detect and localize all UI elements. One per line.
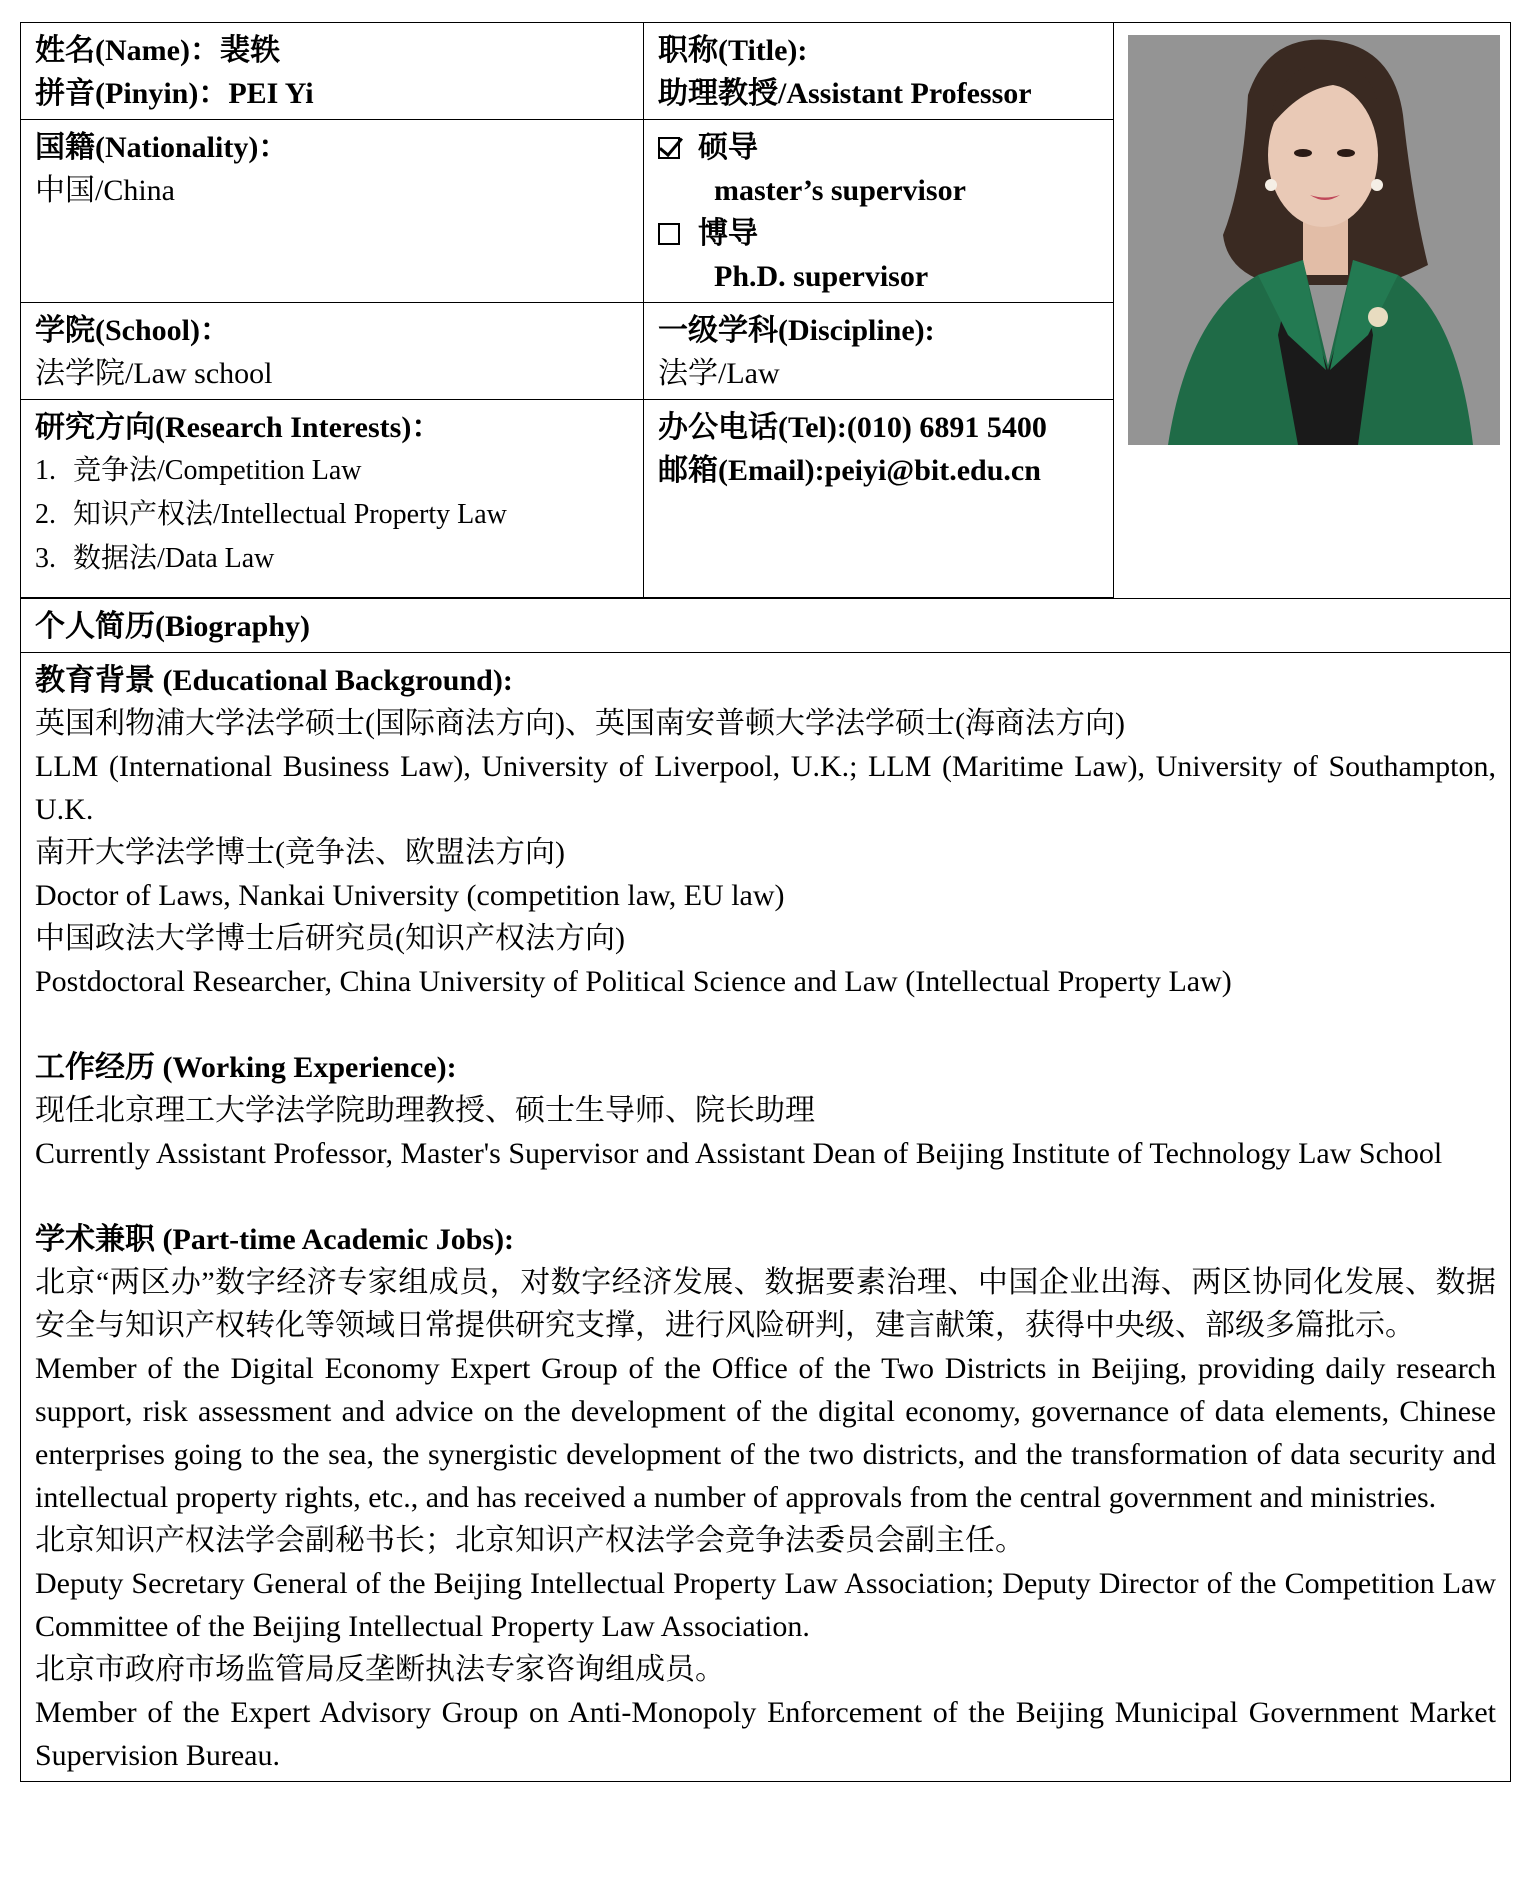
biography-header: 个人简历(Biography) [35,610,311,643]
phd-supervisor-en: Ph.D. supervisor [714,260,929,293]
profile-table [20,22,1511,1782]
parttime-line: 北京市政府市场监管局反垄断执法专家咨询组成员。 [35,1653,725,1686]
education-line: LLM (International Business Law), University of Liverpool, U.K.; LLM (Maritime Law), University of Southampton, U.K. [35,750,1496,826]
biography-header-cell [21,599,1511,653]
list-item: 1. 竞争法/Competition Law [35,455,362,486]
biography-body [21,653,1511,1782]
checked-checkbox-icon[interactable] [658,137,680,159]
research-list [35,449,629,581]
name-cell [21,23,644,120]
section-spacer [35,1003,1496,1046]
discipline-cell [644,303,1114,400]
school-cell [21,303,644,400]
education-line: 中国政法大学博士后研究员(知识产权法方向) [35,922,625,955]
work-heading: 工作经历 (Working Experience): [35,1051,457,1084]
title-cell [644,23,1114,120]
contact-cell [644,400,1114,598]
education-heading: 教育背景 (Educational Background): [35,664,513,697]
unchecked-checkbox-icon[interactable] [658,223,680,245]
portrait-illustration [1128,35,1500,445]
parttime-line: Deputy Secretary General of the Beijing Intellectual Property Law Association; Deputy Director of the Competition Law Committee of the Beijing Intellectual Property Law Association. [35,1567,1496,1643]
master-supervisor-cn: 硕导 [698,131,758,164]
parttime-line: 北京知识产权法学会副秘书长；北京知识产权法学会竞争法委员会副主任。 [35,1524,1025,1557]
title-label: 职称(Title): [658,34,808,67]
discipline-value: 法学/Law [658,357,780,390]
research-cell [21,400,644,598]
parttime-heading: 学术兼职 (Part-time Academic Jobs): [35,1223,515,1256]
supervisor-cell [644,120,1114,303]
school-value: 法学院/Law school [35,357,273,390]
education-line: Doctor of Laws, Nankai University (competition law, EU law) [35,879,785,912]
education-line: 英国利物浦大学法学硕士(国际商法方向)、英国南安普顿大学法学硕士(海商法方向) [35,707,1125,740]
education-line: 南开大学法学博士(竞争法、欧盟法方向) [35,836,565,869]
phd-supervisor-cn: 博导 [698,217,758,250]
name-line: 姓名(Name)：裴轶 [35,34,280,67]
phd-supervisor-option[interactable] [658,212,1099,255]
school-label: 学院(School)： [35,314,230,347]
parttime-line: Member of the Digital Economy Expert Group of the Office of the Two Districts in Beijing, providing daily research support, risk assessment and advice on the development of the digital economy, governance of data elements, Chinese enterprises going to the sea, the synergistic development of the two districts, and the transformation of data security and intellectual property rights, etc., and has received a number of approvals from the central government and ministries. [35,1352,1496,1514]
email-line[interactable]: 邮箱(Email):peiyi@bit.edu.cn [658,454,1041,487]
discipline-label: 一级学科(Discipline): [658,314,935,347]
list-item: 2. 知识产权法/Intellectual Property Law [35,499,507,530]
title-value: 助理教授/Assistant Professor [658,77,1032,110]
nationality-cell [21,120,644,303]
photo-cell [1114,23,1511,599]
work-line: Currently Assistant Professor, Master's Supervisor and Assistant Dean of Beijing Institute of Technology Law School [35,1137,1443,1170]
nationality-label: 国籍(Nationality)： [35,131,289,164]
list-item: 3. 数据法/Data Law [35,543,275,574]
parttime-line: 北京“两区办”数字经济专家组成员，对数字经济发展、数据要素治理、中国企业出海、两区协同化发展、数据安全与知识产权转化等领域日常提供研究支撑，进行风险研判，建言献策，获得中央级、部级多篇批示。 [35,1266,1496,1342]
education-line: Postdoctoral Researcher, China University of Political Science and Law (Intellectual Property Law) [35,965,1232,998]
tel-line: 办公电话(Tel):(010) 6891 5400 [658,411,1047,444]
profile-photo [1128,35,1500,445]
master-supervisor-option[interactable] [658,126,1099,169]
section-spacer [35,1175,1496,1218]
work-line: 现任北京理工大学法学院助理教授、硕士生导师、院长助理 [35,1094,815,1127]
nationality-value: 中国/China [35,174,175,207]
research-label: 研究方向(Research Interests)： [35,411,442,444]
parttime-line: Member of the Expert Advisory Group on Anti-Monopoly Enforcement of the Beijing Municipal Government Market Supervision Bureau. [35,1696,1496,1772]
pinyin-line: 拼音(Pinyin)：PEI Yi [35,77,314,110]
master-supervisor-en: master’s supervisor [714,174,966,207]
